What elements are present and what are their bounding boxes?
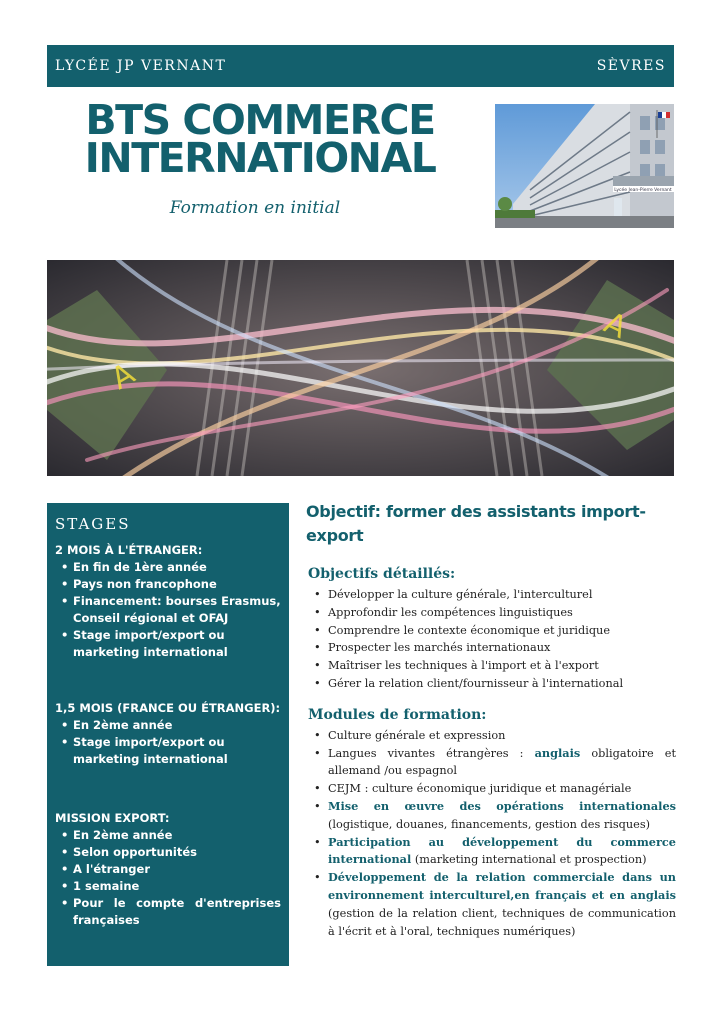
stages-heading: STAGES	[55, 515, 131, 533]
list-item: • Approfondir les compétences linguistiques	[306, 604, 676, 622]
svg-text:A: A	[598, 305, 633, 346]
stage-block-title: 1,5 MOIS (FRANCE OU ÉTRANGER):	[55, 701, 281, 715]
list-item: • En 2ème année	[55, 717, 281, 734]
list-item: • Développer la culture générale, l'interculturel	[306, 586, 676, 604]
list-item	[306, 798, 676, 834]
list-item: • Stage import/export ou marketing international	[55, 734, 281, 768]
modules-heading: Modules de formation:	[308, 706, 487, 723]
list-item: • En 2ème année	[55, 827, 281, 844]
list-item	[306, 745, 676, 781]
list-item: • Comprendre le contexte économique et juridique	[306, 622, 676, 640]
module-text: (gestion de la relation client, techniques de communication à l'écrit et à l'oral, techniques numériques)	[328, 906, 676, 938]
module-text-bold: Mise en œuvre des opérations internationales	[328, 798, 676, 813]
list-item: • Culture générale et expression	[306, 727, 676, 745]
list-item: • Maîtriser les techniques à l'import et à l'export	[306, 657, 676, 675]
list-item: • Pour le compte d'entreprises françaises	[55, 895, 281, 929]
title-line-1: BTS COMMERCE	[85, 96, 435, 144]
city-name: SÈVRES	[596, 58, 666, 74]
svg-text:A: A	[105, 356, 141, 397]
module-text-bold: Développement de la relation commerciale dans un environnement interculturel,en français et en anglais	[328, 870, 676, 902]
module-text: (marketing international et prospection)	[411, 853, 647, 867]
list-item: • Pays non francophone	[55, 576, 281, 593]
school-name: LYCÉE JP VERNANT	[55, 58, 227, 74]
list-item: • 1 semaine	[55, 878, 281, 895]
list-item: • Financement: bourses Erasmus, Conseil régional et OFAJ	[55, 593, 281, 627]
list-item: • Prospecter les marchés internationaux	[306, 639, 676, 657]
module-text-bold: anglais	[534, 745, 581, 760]
list-item: • Selon opportunités	[55, 844, 281, 861]
stage-block-france-or-abroad	[55, 701, 281, 768]
module-text: (logistique, douanes, financements, gestion des risques)	[328, 817, 651, 831]
stage-block-title: MISSION EXPORT:	[55, 811, 170, 825]
list-item	[306, 869, 676, 940]
stage-block-mission-export	[55, 811, 281, 929]
hero-image-light-trails	[47, 260, 674, 476]
objectifs-list	[306, 586, 676, 693]
stage-block-abroad	[55, 543, 281, 661]
module-text: Langues vivantes étrangères :	[328, 746, 535, 760]
stages-panel	[47, 503, 289, 966]
school-building-photo	[495, 104, 674, 228]
building-sign: Lycée Jean-Pierre Vernant	[614, 188, 672, 193]
list-item	[306, 834, 676, 870]
list-item: • Stage import/export ou marketing international	[55, 627, 281, 661]
objectifs-detailles-heading: Objectifs détaillés:	[308, 566, 456, 582]
modules-list	[306, 727, 676, 941]
stage-block-title: 2 MOIS À L'ÉTRANGER:	[55, 543, 203, 557]
page-subtitle: Formation en initial	[169, 198, 341, 218]
program-description	[306, 500, 676, 940]
list-item: • En fin de 1ère année	[55, 559, 281, 576]
header-bar	[47, 45, 674, 87]
objectif-heading: Objectif: former des assistants import-export	[306, 502, 646, 545]
module-text-bold: Participation au développement du commerce international	[328, 834, 676, 867]
list-item: • A l'étranger	[55, 861, 281, 878]
list-item: • Gérer la relation client/fournisseur à l'international	[306, 675, 676, 693]
list-item: • CEJM : culture économique juridique et managériale	[306, 780, 676, 798]
title-line-2: INTERNATIONAL	[84, 134, 436, 182]
page-title	[70, 96, 450, 182]
module-text: obligatoire et allemand /ou espagnol	[328, 746, 676, 778]
